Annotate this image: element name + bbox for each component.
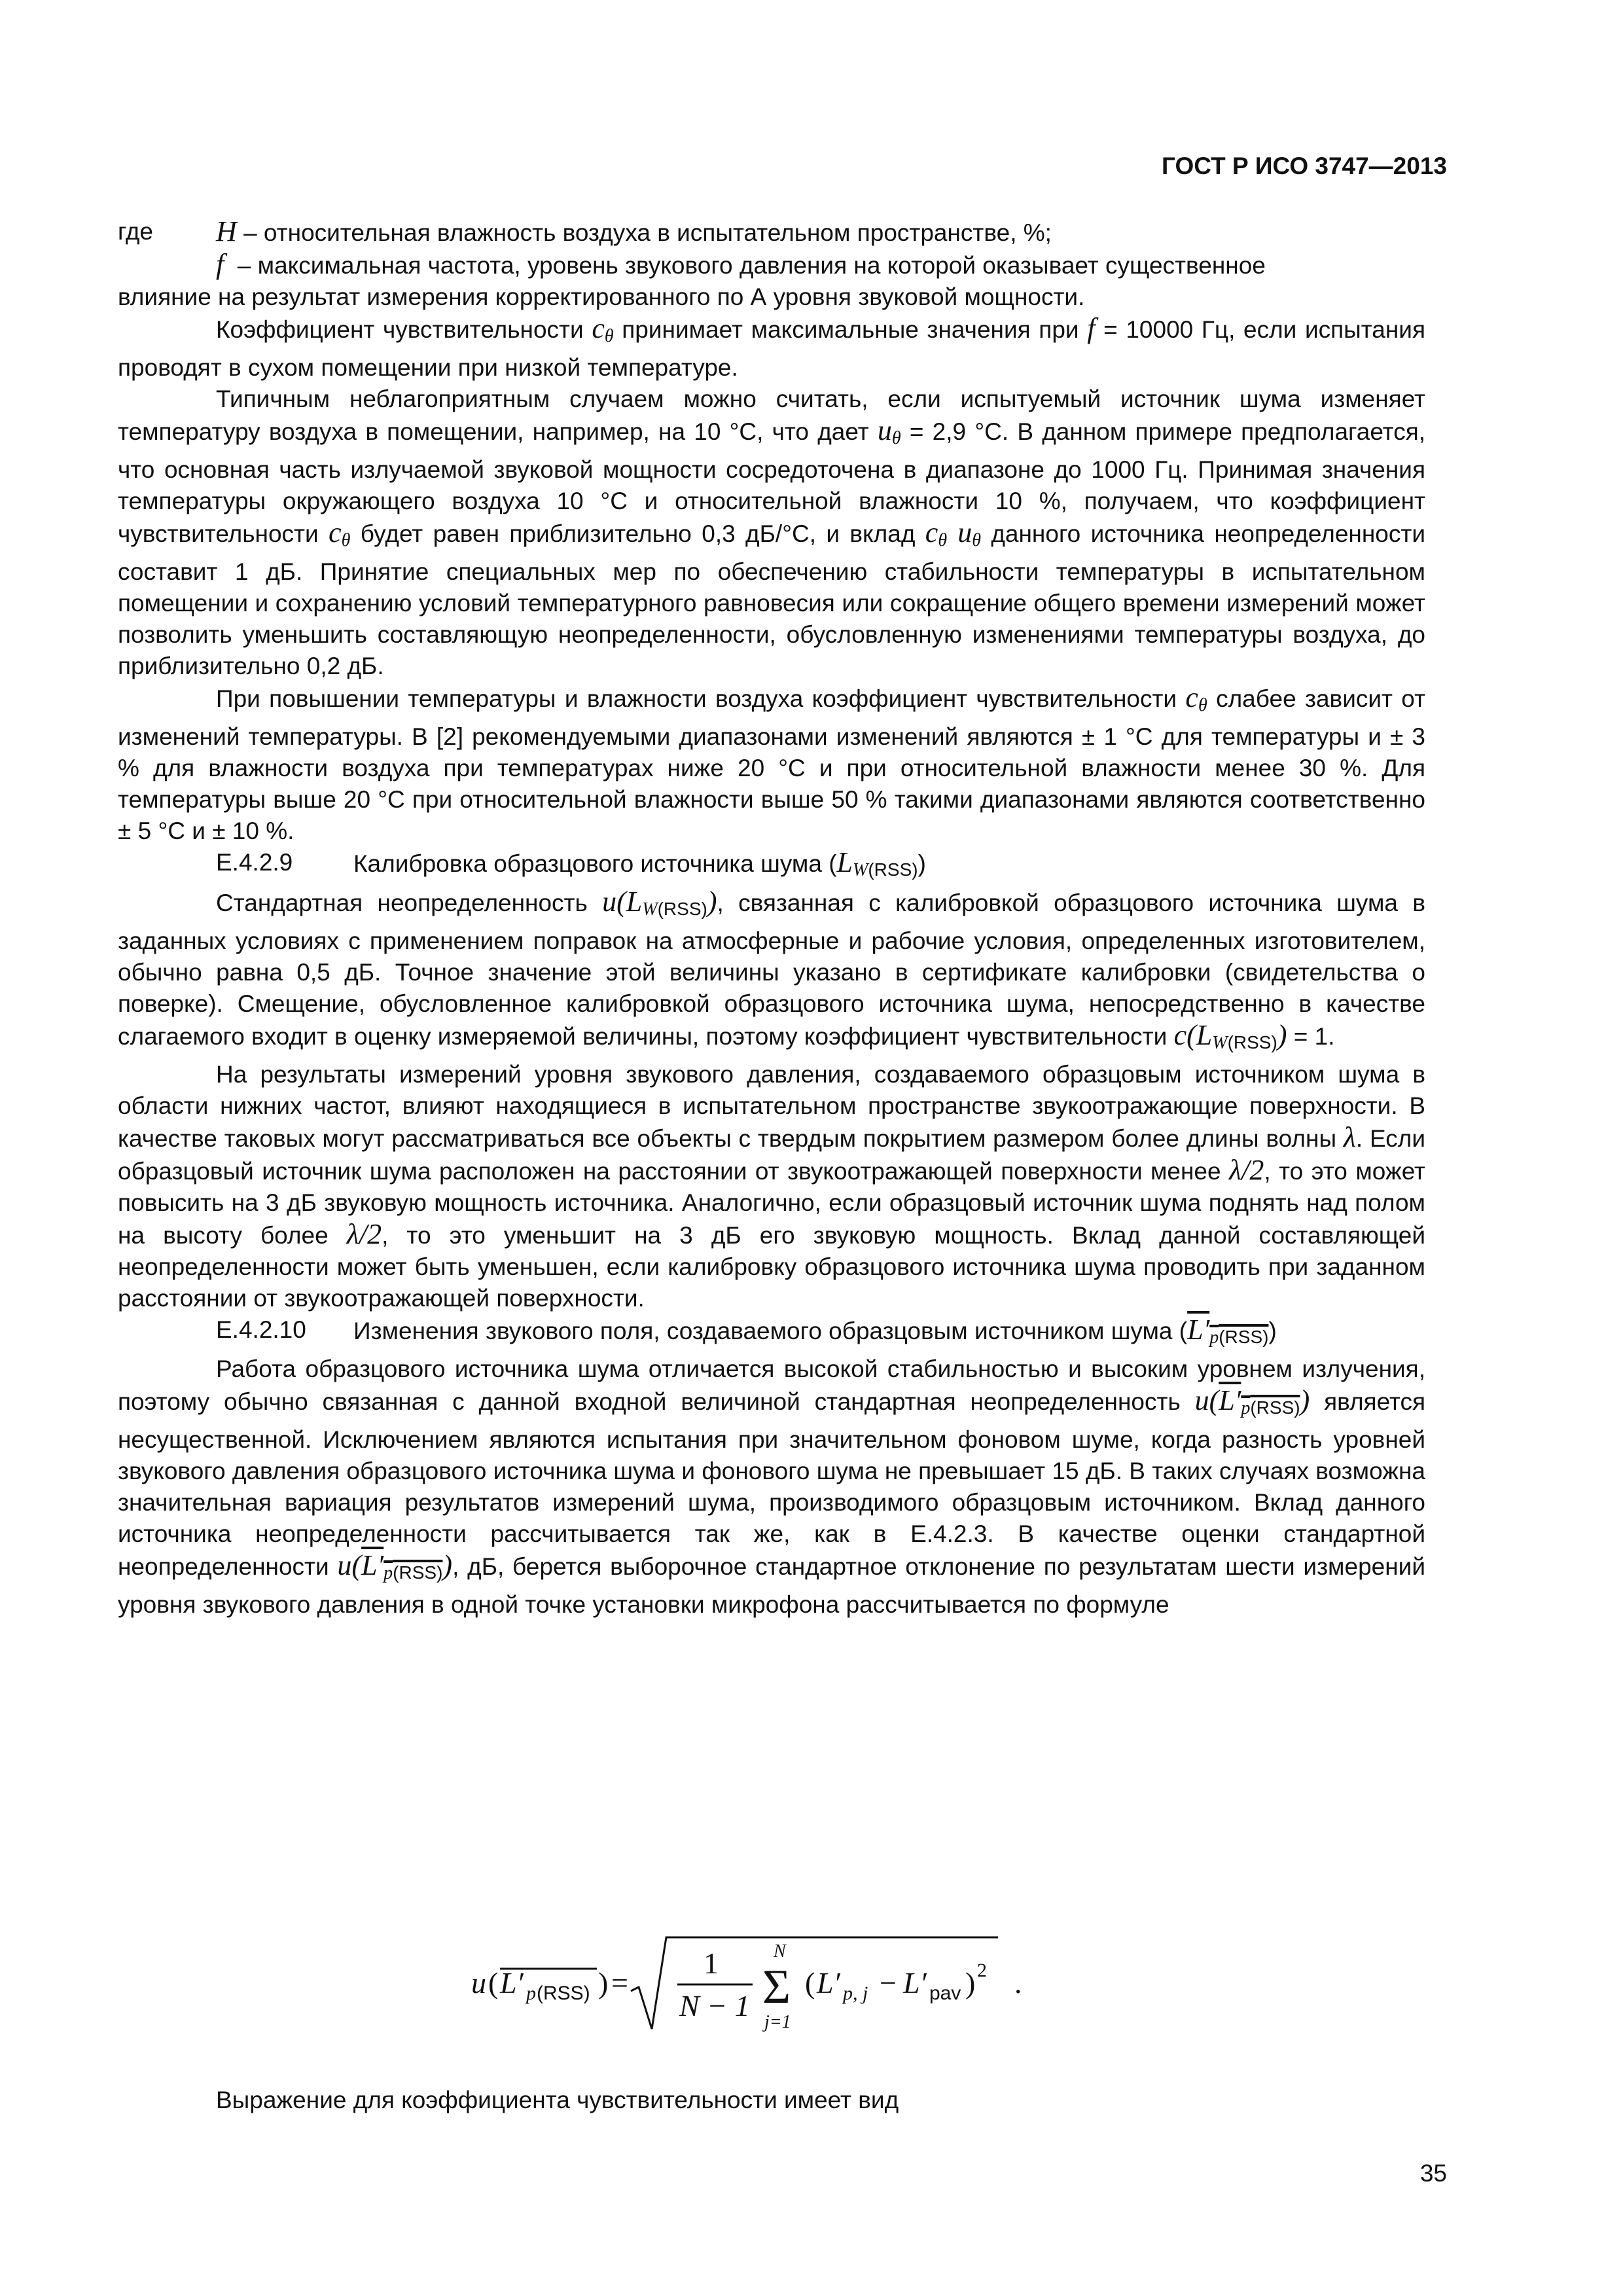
math-theta: θ xyxy=(891,428,901,448)
math-u: u xyxy=(957,516,972,548)
math-lambda: λ xyxy=(1343,1121,1356,1153)
l-w-rss xyxy=(837,846,918,878)
formula-period: . xyxy=(1014,1966,1022,2000)
c-theta xyxy=(329,516,350,548)
math-lp: L′ xyxy=(361,1549,384,1581)
section-title-line xyxy=(353,1314,1277,1354)
u-theta xyxy=(878,414,901,446)
where-f-text: – максимальная частота, уровень звукового давления на которой оказывает существенное xyxy=(237,252,1266,279)
math-lambda-half: λ/2 xyxy=(1229,1154,1264,1186)
u-l-p-rss: $u(L'p_{(RSS)})$ xyxy=(337,1549,453,1583)
math-w: W xyxy=(853,860,868,880)
math-l: L xyxy=(836,846,853,878)
where-block-h xyxy=(118,216,1425,249)
formula-paren-close: ) xyxy=(598,1966,609,2000)
math-c: c xyxy=(329,516,342,548)
math-theta: θ xyxy=(972,530,981,550)
l-p-rss xyxy=(1219,1384,1300,1416)
l-p-rss xyxy=(1187,1314,1268,1346)
formula-u: u xyxy=(471,1966,486,2000)
p4-c: = 1. xyxy=(1293,1023,1335,1050)
math-theta: θ xyxy=(1198,695,1207,715)
formula-paren2-open: ( xyxy=(805,1966,815,2000)
formula-n-minus-1: N − 1 xyxy=(679,1989,750,2022)
c-theta xyxy=(592,312,613,344)
math-l: L xyxy=(1196,1019,1213,1051)
where-indent xyxy=(118,249,216,281)
section-e-4-2-9 xyxy=(118,847,1425,886)
u-l-p-rss: $u(L'p_{(RSS)})$ xyxy=(1194,1384,1310,1418)
section-title: Изменения звукового поля, создаваемого образцовым источником шума ( xyxy=(353,1318,1188,1344)
symbol-h: H xyxy=(216,215,237,247)
math-lp: L′ xyxy=(1219,1384,1241,1416)
l-p-rss xyxy=(361,1549,442,1581)
math-w: W xyxy=(642,899,658,920)
math-u: u xyxy=(602,886,617,918)
formula-lp-av: L′ xyxy=(903,1966,927,2000)
paragraph-5 xyxy=(118,1059,1425,1314)
where-h-text: – относительная влажность воздуха в испытательном пространстве, %; xyxy=(243,219,1052,246)
where-f-line xyxy=(216,249,1425,281)
math-rss: (RSS) xyxy=(393,1562,443,1583)
p1-a: Коэффициент чувствительности xyxy=(216,316,584,343)
formula-one: 1 xyxy=(704,1946,719,1980)
section-title-close: ) xyxy=(1268,1318,1277,1344)
math-lambda-half: λ/2 xyxy=(346,1218,382,1250)
p2-a: Типичным неблагоприятным случаем можно считать, если испытуемый источник шума изменяет температуру воздуха в помещении, например, на 10 °С, что дает xyxy=(118,386,1425,445)
formula-equals: = xyxy=(611,1966,628,2000)
math-u: u xyxy=(877,414,892,446)
p2-b: = 2,9 °С. В данном примере предполагается, что основная часть излучаемой звуковой мощности сосредоточена в диапазоне до 1000 Гц. Принимая значения температуры окружающего воздуха 10 °С и относительной влажности 10 %, получаем, что коэффициент чувствительности xyxy=(118,418,1426,547)
p2-d: данного источника неопределенности составит 1 дБ. Принятие специальных мер по обеспечению стабильности температуры в испытательном помещении и сохранению условий температурного равновесия или сокращение общего времени измерений может позволить уменьшить составляющую неопределенности, обусловленную изменениями температуры воздуха, до приблизительно 0,2 дБ. xyxy=(118,520,1425,679)
document-body xyxy=(118,216,1425,1621)
page-number: 35 xyxy=(1419,2160,1447,2187)
formula-p: p xyxy=(526,1982,536,2004)
formula-lp: L′ xyxy=(500,1966,524,2000)
math-u: u xyxy=(1194,1384,1209,1416)
formula-paren2-close: ) xyxy=(965,1966,976,2000)
p6-b: является несущественной. Исключением являются испытания при значительном фоновом шуме, когда разность уровней звукового давления образцового источника шума и фонового шума не превышает 15 дБ. В таких случаях возможна значительная вариация результатов измерений шума, производимого образцовым источником. Вклад данного источника неопределенности рассчитывается так же, как в Е.4.2.3. В качестве оценки стандартной неопределенности xyxy=(118,1388,1426,1580)
math-theta: θ xyxy=(938,530,948,550)
math-rss: (RSS) xyxy=(1250,1397,1300,1418)
p2-c: будет равен приблизительно 0,3 дБ/°С, и вклад xyxy=(360,520,916,547)
math-theta: θ xyxy=(341,530,351,550)
symbol-f: f xyxy=(216,248,224,280)
formula-rss: (RSS) xyxy=(537,1982,590,2004)
p5-d: , то это уменьшит на 3 дБ его звуковую мощность. Вклад данной составляющей неопределенности может быть уменьшен, если калибровку образцового источника шума проводить при заданном расстоянии от звукоотражающей поверхности. xyxy=(118,1222,1425,1312)
p5-c: , то это может повысить на 3 дБ звуковую мощность источника. Аналогично, если образцовый источник шума поднять над полом на высоту более xyxy=(118,1158,1425,1249)
paragraph-4 xyxy=(118,886,1425,1059)
math-lp: L′ xyxy=(1187,1314,1210,1346)
p1-c: = 10000 Гц, если испытания проводят в сухом помещении при низкой температуре. xyxy=(118,316,1426,381)
p6-c: , дБ, берется выборочное стандартное отклонение по результатам шести измерений уровня звукового давления в одной точке установки микрофона рассчитывается по формуле xyxy=(118,1553,1425,1618)
where-h-line xyxy=(216,216,1425,249)
math-f: f xyxy=(1087,312,1096,344)
math-c: c xyxy=(1173,1019,1187,1051)
math-p: p xyxy=(1241,1398,1251,1418)
paragraph-6 xyxy=(118,1354,1425,1621)
math-rss: (RSS) xyxy=(868,859,918,880)
math-rss: (RSS) xyxy=(1219,1327,1269,1347)
math-l: L xyxy=(626,886,643,918)
section-title-line xyxy=(353,847,926,886)
formula-sigma: Σ xyxy=(762,1960,791,2014)
section-title-close: ) xyxy=(918,850,926,877)
math-theta: θ xyxy=(604,326,614,346)
formula-pav: pav xyxy=(929,1982,961,2004)
p5-a: На результаты измерений уровня звукового давления, создаваемого образцовым источником шума в области нижних частот, влияют находящиеся в испытательном пространстве звукоотражающие поверхности. В качестве таковых могут рассматриваться все объекты с твердым покрытием размером более длины волны xyxy=(118,1061,1425,1152)
section-e-4-2-10 xyxy=(118,1314,1425,1354)
paragraph-2 xyxy=(118,384,1425,682)
formula-square: 2 xyxy=(977,1960,987,1981)
section-title: Калибровка образцового источника шума ( xyxy=(353,850,837,877)
c-theta xyxy=(1185,681,1207,713)
p5-b: . Если образцовый источник шума расположен на расстоянии от звукоотражающей поверхности менее xyxy=(118,1125,1425,1185)
paragraph-1 xyxy=(118,313,1425,384)
closing-line: Выражение для коэффициента чувствительности имеет вид xyxy=(216,2087,899,2113)
c-theta-u-theta xyxy=(925,516,981,548)
math-p: p xyxy=(1209,1327,1219,1348)
p3-b: слабее зависит от изменений температуры. В [2] рекомендуемыми диапазонами изменений являются ± 1 °С для температуры и ± 3 % для влажности воздуха при температурах ниже 20 °С и при относительной влажности менее 30 %. Для температуры выше 20 °С при относительной влажности выше 50 % такими диапазонами являются соответственно ± 5 °С и ± 10 %. xyxy=(118,685,1426,844)
std-deviation-formula xyxy=(471,1931,1060,2042)
math-rss: (RSS) xyxy=(657,899,707,919)
formula-sum-upper: N xyxy=(774,1941,786,1962)
math-c: c xyxy=(1185,681,1198,713)
math-c: c xyxy=(925,516,938,548)
p4-b: , связанная с калибровкой образцового источника шума в заданных условиях с применением поправок на атмосферные и рабочие условия, определенных изготовителем, обычно равна 0,5 дБ. Точное значение этой величины указано в сертификате калибровки (свидетельства о поверке). Смещение, обусловленное калибровкой образцового источника шума, непосредственно в качестве слагаемого входит в оценку измеряемой величины, поэтому коэффициент чувствительности xyxy=(118,889,1425,1050)
formula-sum-lower: j=1 xyxy=(764,2012,791,2032)
where-block-f xyxy=(118,249,1425,281)
where-word: где xyxy=(118,218,154,245)
math-rss: (RSS) xyxy=(1227,1032,1277,1052)
p6-a: Работа образцового источника шума отличается высокой стабильностью и высоким уровнем излучения, поэтому обычно связанная с данной входной величиной стандартная неопределенность xyxy=(118,1355,1425,1415)
u-l-w-rss: $u(LW_{(RSS)})$ xyxy=(602,886,717,920)
p4-a: Стандартная неопределенность xyxy=(216,889,588,916)
c-l-w-rss: $c(LW_{(RSS)})$ xyxy=(1173,1019,1287,1053)
math-p: p xyxy=(383,1563,393,1583)
formula-lp-j: L′ xyxy=(817,1966,840,2000)
formula-paren-open: ( xyxy=(488,1966,499,2000)
section-number: Е.4.2.9 xyxy=(216,849,293,876)
p1-b: принимает максимальные значения при xyxy=(622,316,1079,343)
document-header: ГОСТ Р ИСО 3747—2013 xyxy=(1162,152,1447,179)
math-u: u xyxy=(337,1549,352,1581)
p3-a: При повышении температуры и влажности воздуха коэффициент чувствительности xyxy=(216,685,1177,712)
paragraph-3 xyxy=(118,682,1425,847)
formula-minus: − xyxy=(880,1966,897,2000)
math-c: c xyxy=(592,312,605,344)
math-w: W xyxy=(1212,1033,1228,1053)
where-f-text-cont: влияние на результат измерения корректированного по А уровня звуковой мощности. xyxy=(118,283,1085,310)
section-number: Е.4.2.10 xyxy=(216,1316,306,1343)
formula-pj: p, j xyxy=(843,1982,868,2004)
